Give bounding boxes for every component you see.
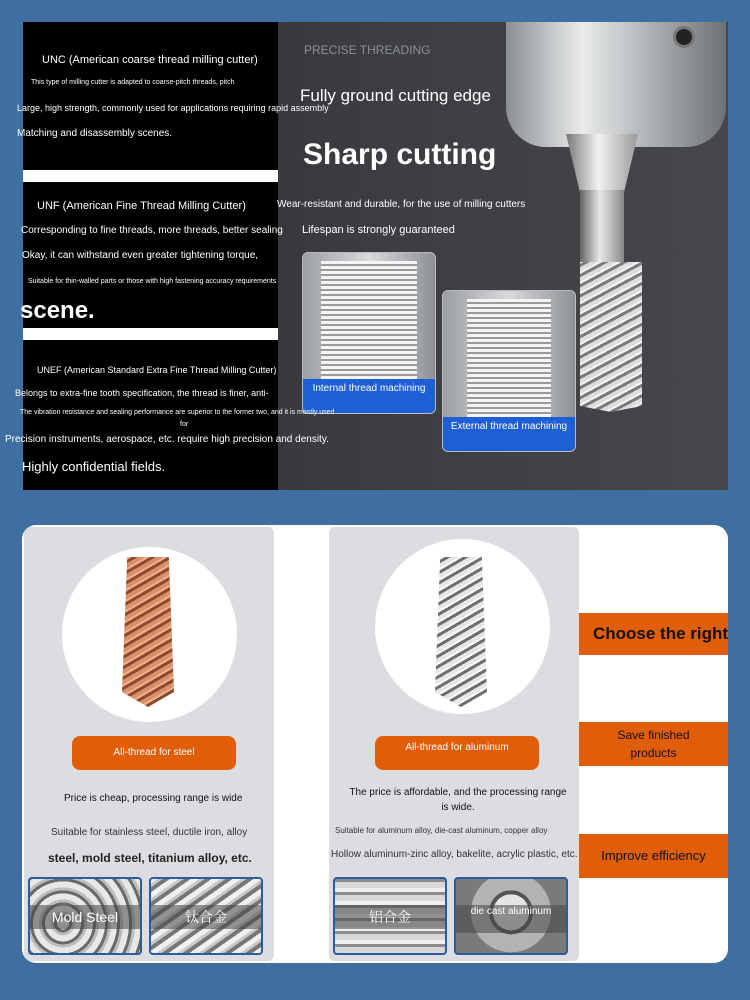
divider [23,170,278,182]
aluminum-line2: Suitable for aluminum alloy, die-cast aluminum, copper alloy [335,826,548,835]
mold-steel-image [28,877,142,955]
aluminum-alloy-image [333,877,447,955]
improve-efficiency-banner: Improve efficiency [579,834,728,878]
external-thread-image [442,290,576,452]
unf-line3: Suitable for thin-walled parts or those with high fastening accuracy requirements [28,278,277,285]
unc-title: UNC (American coarse thread milling cutter) [42,54,258,66]
collet-image [566,134,638,194]
aluminum-badge: All-thread for aluminum [375,736,539,770]
aluminum-line3: Hollow aluminum-zinc alloy, bakelite, acrylic plastic, etc. [331,849,578,860]
bottom-panel [22,525,728,963]
save-finished-products-banner: Save finished products [579,722,728,766]
aluminum-line1: The price is affordable, and the processing range is wide. [349,787,567,813]
aluminum-alloy-label: 铝合金 [335,905,445,929]
die-cast-aluminum-image [454,877,568,955]
divider [23,328,278,340]
steel-line3: steel, mold steel, titanium alloy, etc. [48,851,252,865]
choose-the-right-banner: Choose the right [579,613,728,655]
unc-line2: Large, high strength, commonly used for applications requiring rapid assembly [17,103,329,113]
headline-fully-ground: Fully ground cutting edge [300,86,491,105]
unf-line1: Corresponding to fine threads, more threads, better sealing [21,225,283,236]
copper-thread-mill-image [122,557,174,707]
unef-title: UNEF (American Standard Extra Fine Thread Milling Cutter) [37,365,277,375]
steel-line1: Price is cheap, processing range is wide [64,793,243,804]
unf-line4: scene. [20,297,95,324]
unc-line3: Matching and disassembly scenes. [17,128,173,139]
internal-thread-caption: Internal thread machining [303,379,435,413]
steel-line2: Suitable for stainless steel, ductile iron, alloy [51,827,248,838]
holder-hole [673,26,695,48]
unef-line4: Highly confidential fields. [22,459,166,474]
unef-line2b: for [180,421,189,428]
unc-line1: This type of milling cutter is adapted to coarse-pitch threads, pitch [31,79,235,86]
silver-thread-mill-image [435,557,487,707]
headline-sharp-cutting: Sharp cutting [303,138,497,171]
die-cast-aluminum-label: die cast aluminum [456,905,566,933]
titanium-alloy-label: 钛合金 [151,905,261,929]
unf-line2: Okay, it can withstand even greater tightening torque, [22,250,259,261]
aluminum-card [329,527,579,961]
internal-thread-image [302,252,436,414]
unef-line2: The vibration resistance and sealing performance are superior to the former two, and it is mostly used [20,409,335,416]
thread-texture [467,299,551,417]
unf-title: UNF (American Fine Thread Milling Cutter) [37,200,246,212]
titanium-alloy-image [149,877,263,955]
unef-line3: Precision instruments, aerospace, etc. require high precision and density. [5,434,329,445]
milling-cutter-image [580,262,642,412]
kicker: PRECISE THREADING [304,43,431,57]
unef-line1: Belongs to extra-fine tooth specification, the thread is finer, anti- [15,388,269,398]
shank-image [580,190,624,270]
external-thread-caption: External thread machining [443,417,575,451]
mold-steel-label: Mold Steel [30,905,140,929]
steel-card [24,527,274,961]
desc-lifespan: Lifespan is strongly guaranteed [302,224,455,236]
steel-badge: All-thread for steel [72,736,236,770]
thread-texture [321,261,417,379]
desc-wear-resistant: Wear-resistant and durable, for the use of milling cutters [277,199,526,210]
